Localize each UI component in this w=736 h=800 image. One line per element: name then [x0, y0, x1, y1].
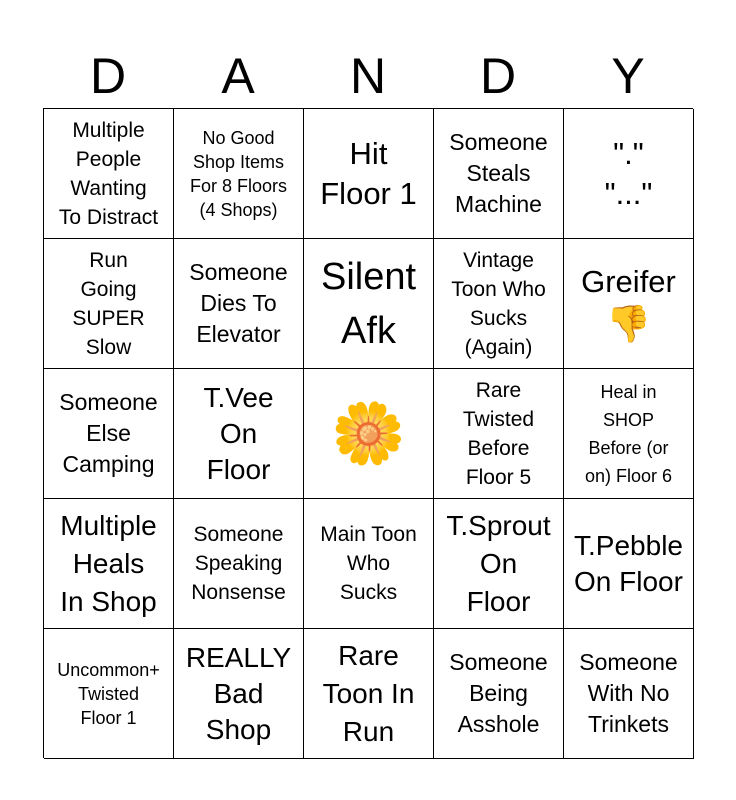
bingo-cell-free-space[interactable]: [304, 369, 434, 499]
cell-text: T.Vee On Floor: [203, 381, 274, 485]
header-letter-y: Y: [611, 48, 645, 104]
bingo-cell-5-2[interactable]: [174, 629, 304, 759]
cell-text: Someone Dies To Elevator: [189, 259, 288, 347]
header-letter-d1: D: [89, 48, 127, 104]
bingo-cell-2-3[interactable]: [304, 239, 434, 369]
cell-text: Vintage Toon Who Sucks (Again): [451, 248, 546, 359]
bingo-board: [43, 108, 693, 758]
cell-text: Multiple People Wanting To Distract: [58, 118, 159, 229]
greifer-stack: [581, 262, 676, 346]
thumbs-down-icon: 👎: [606, 302, 651, 344]
bingo-cell-3-1[interactable]: [44, 369, 174, 499]
cell-text: Multiple Heals In Shop: [60, 509, 157, 617]
bingo-cell-5-3[interactable]: [304, 629, 434, 759]
bingo-cell-3-2[interactable]: [174, 369, 304, 499]
cell-text: Someone Being Asshole: [449, 649, 548, 737]
cell-text: Someone Steals Machine: [449, 129, 548, 217]
cell-text: Rare Twisted Before Floor 5: [462, 378, 535, 489]
cell-text: Rare Toon In Run: [322, 639, 415, 747]
bingo-cell-3-5[interactable]: [564, 369, 694, 499]
cell-text: Someone Speaking Nonsense: [191, 523, 286, 604]
bingo-cell-3-4[interactable]: [434, 369, 564, 499]
flower-icon: 🌼: [331, 399, 406, 467]
bingo-cell-4-1[interactable]: [44, 499, 174, 629]
header-letter-d2: D: [479, 48, 517, 104]
cell-text: No Good Shop Items For 8 Floors (4 Shops): [189, 127, 288, 220]
cell-text: Main Toon Who Sucks: [320, 523, 417, 604]
cell-text: "." "...": [604, 135, 653, 211]
bingo-cell-4-3[interactable]: [304, 499, 434, 629]
header-letter-n: N: [349, 48, 387, 104]
cell-text: Silent Afk: [320, 255, 417, 352]
bingo-cell-2-1[interactable]: [44, 239, 174, 369]
bingo-cell-1-4[interactable]: [434, 109, 564, 239]
cell-text: REALLY Bad Shop: [185, 641, 292, 745]
bingo-cell-2-2[interactable]: [174, 239, 304, 369]
bingo-cell-4-2[interactable]: [174, 499, 304, 629]
bingo-cell-5-4[interactable]: [434, 629, 564, 759]
bingo-cell-2-5[interactable]: [564, 239, 694, 369]
bingo-cell-5-1[interactable]: [44, 629, 174, 759]
cell-text: Run Going SUPER Slow: [72, 248, 145, 359]
cell-text: Hit Floor 1: [320, 135, 417, 211]
bingo-cell-2-4[interactable]: [434, 239, 564, 369]
cell-text: Heal in SHOP Before (or on) Floor 6: [584, 381, 673, 486]
bingo-cell-4-4[interactable]: [434, 499, 564, 629]
bingo-header: [43, 44, 693, 108]
bingo-cell-5-5[interactable]: [564, 629, 694, 759]
cell-text: Uncommon+ Twisted Floor 1: [57, 659, 160, 728]
cell-text: T.Sprout On Floor: [446, 509, 551, 617]
cell-text: T.Pebble On Floor: [574, 529, 683, 597]
cell-text: Someone Else Camping: [59, 389, 158, 477]
bingo-cell-1-5[interactable]: [564, 109, 694, 239]
bingo-cell-1-1[interactable]: [44, 109, 174, 239]
bingo-cell-1-3[interactable]: [304, 109, 434, 239]
header-letter-a: A: [221, 48, 255, 104]
cell-text: Someone With No Trinkets: [579, 649, 678, 737]
bingo-cell-4-5[interactable]: [564, 499, 694, 629]
cell-text: Greifer: [581, 263, 676, 299]
bingo-cell-1-2[interactable]: [174, 109, 304, 239]
